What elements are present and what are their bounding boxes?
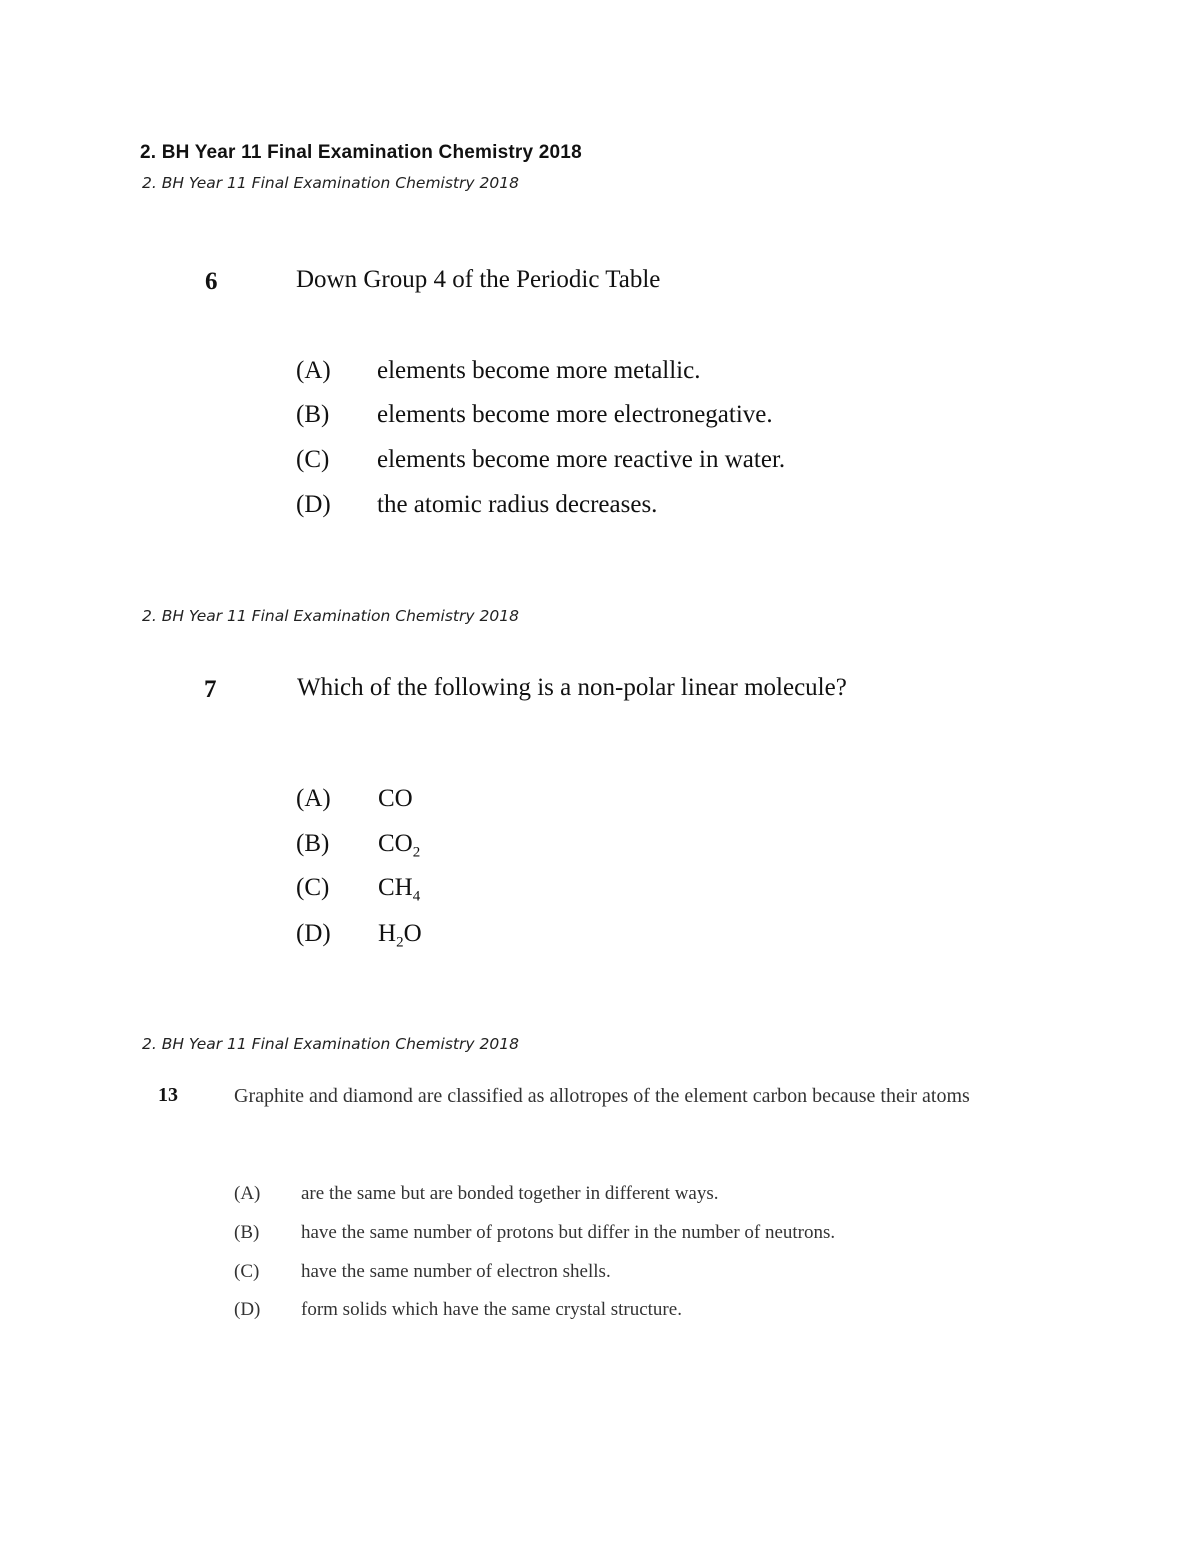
formula-subscript: 2 bbox=[396, 934, 404, 951]
option-letter-c: (C) bbox=[234, 1261, 260, 1282]
option-text-c: have the same number of electron shells. bbox=[301, 1261, 611, 1282]
option-text-d: the atomic radius decreases. bbox=[377, 491, 658, 518]
option-formula-c bbox=[378, 874, 421, 905]
option-text-a: are the same but are bonded together in different ways. bbox=[301, 1183, 719, 1204]
option-letter-a: (A) bbox=[296, 357, 331, 384]
option-letter-b: (B) bbox=[296, 401, 330, 428]
option-letter-d: (D) bbox=[296, 491, 331, 518]
option-letter-b: (B) bbox=[234, 1222, 260, 1243]
option-letter-a: (A) bbox=[296, 785, 331, 812]
option-text-a: elements become more metallic. bbox=[377, 357, 701, 384]
option-letter-d: (D) bbox=[296, 920, 331, 947]
option-letter-d: (D) bbox=[234, 1299, 261, 1320]
question-number: 6 bbox=[205, 268, 218, 295]
formula-main: CO bbox=[378, 830, 413, 857]
question-number: 13 bbox=[158, 1084, 178, 1106]
option-formula-a bbox=[378, 785, 413, 813]
option-text-c: elements become more reactive in water. bbox=[377, 446, 786, 473]
option-text-d: form solids which have the same crystal structure. bbox=[301, 1299, 682, 1320]
option-formula-d bbox=[378, 920, 422, 951]
question-text: Graphite and diamond are classified as allotropes of the element carbon because their atoms bbox=[234, 1085, 970, 1107]
formula-tail: O bbox=[403, 920, 422, 947]
option-text-b: have the same number of protons but differ in the number of neutrons. bbox=[301, 1222, 836, 1243]
option-letter-c: (C) bbox=[296, 874, 330, 901]
formula-subscript: 4 bbox=[412, 888, 421, 905]
page-title: 2. BH Year 11 Final Examination Chemistry 2018 bbox=[140, 142, 582, 163]
question-text: Which of the following is a non-polar linear molecule? bbox=[297, 674, 847, 701]
option-formula-b bbox=[378, 830, 421, 861]
option-letter-a: (A) bbox=[234, 1183, 261, 1204]
option-text-b: elements become more electronegative. bbox=[377, 401, 773, 428]
option-letter-c: (C) bbox=[296, 446, 330, 473]
running-label: 2. BH Year 11 Final Examination Chemistry 2018 bbox=[142, 174, 519, 192]
formula-main: CO bbox=[378, 785, 413, 812]
formula-subscript: 2 bbox=[412, 844, 421, 861]
question-number: 7 bbox=[204, 676, 217, 703]
question-text: Down Group 4 of the Periodic Table bbox=[296, 266, 661, 293]
formula-main: H bbox=[378, 920, 397, 947]
running-label: 2. BH Year 11 Final Examination Chemistry 2018 bbox=[142, 607, 519, 625]
running-label: 2. BH Year 11 Final Examination Chemistry 2018 bbox=[142, 1035, 519, 1053]
formula-main: CH bbox=[378, 874, 413, 901]
option-letter-b: (B) bbox=[296, 830, 330, 857]
